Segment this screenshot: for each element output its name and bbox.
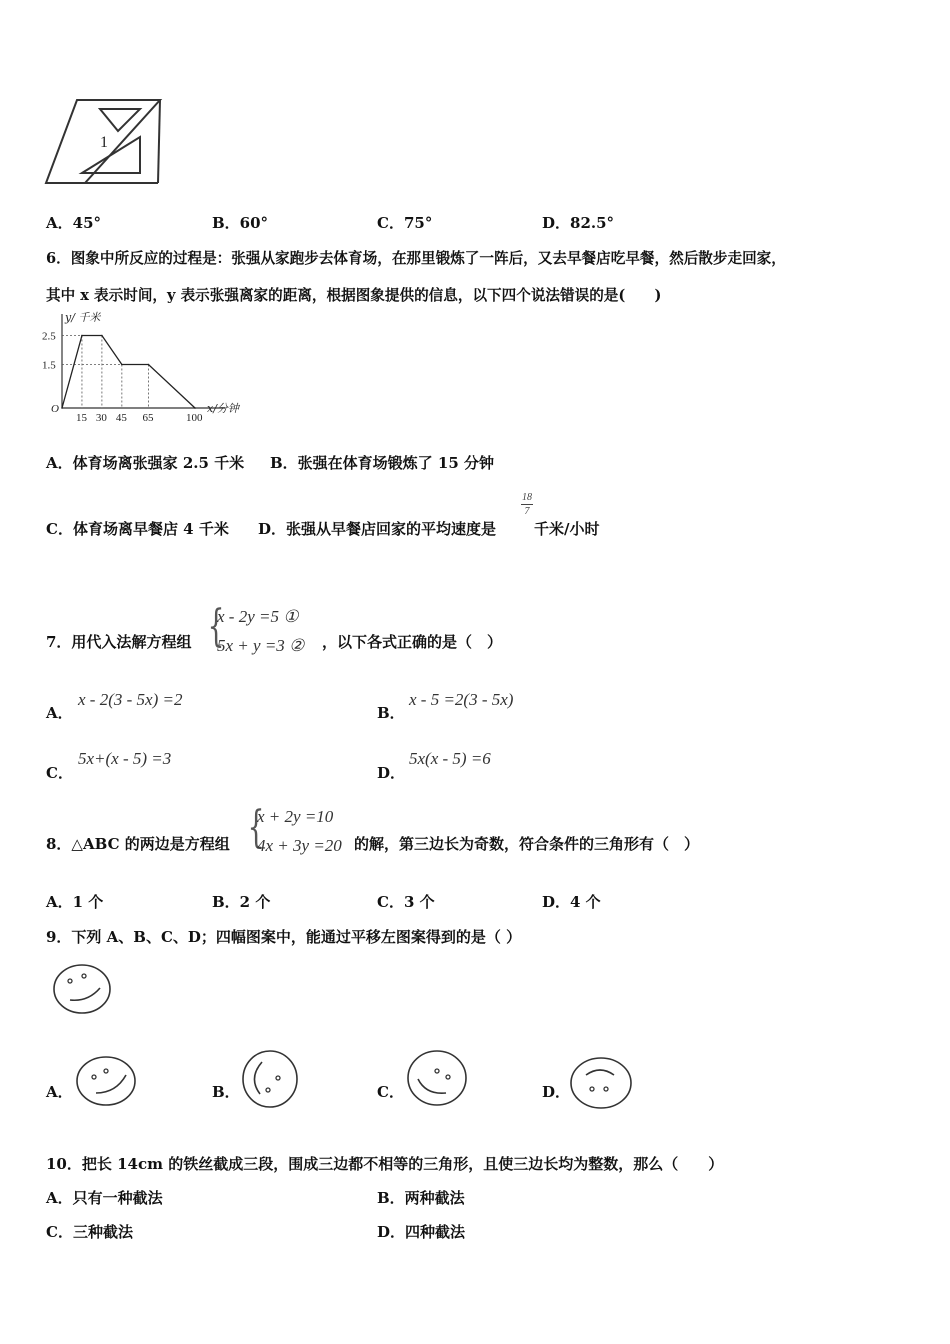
q7-option-c-label[interactable]: C． xyxy=(46,764,73,782)
q8-stem-post: 的解，第三边长为奇数，符合条件的三角形有（ ） xyxy=(354,835,700,853)
q5-option-c[interactable]: C．75° xyxy=(377,214,433,232)
q7-brace: { xyxy=(207,601,225,652)
q6-option-d-pre: D．张强从早餐店回家的平均速度是 xyxy=(258,520,497,538)
q7-option-d-math[interactable]: 5x(x - 5) =6 xyxy=(409,749,491,768)
q5-option-d[interactable]: D．82.5° xyxy=(542,214,615,232)
q9-option-b-smiley[interactable] xyxy=(240,1050,302,1110)
q7-option-b-label[interactable]: B． xyxy=(377,704,405,722)
y-tick-label: 1.5 xyxy=(42,359,56,372)
x-tick-label: 30 xyxy=(95,412,107,424)
q9-option-b-label[interactable]: B． xyxy=(212,1083,240,1101)
q8-brace: { xyxy=(247,802,265,853)
q5-right-edge xyxy=(158,100,160,183)
q9-original-smiley xyxy=(50,962,115,1017)
q8-equation-2: 4x + 3y =20 xyxy=(257,836,342,855)
q9-option-d-smiley[interactable] xyxy=(568,1055,634,1111)
q7-option-d-label[interactable]: D． xyxy=(377,764,406,782)
q6-fraction-numerator: 18 xyxy=(522,492,532,503)
q9-option-a-smiley[interactable] xyxy=(74,1053,139,1108)
q10-option-b[interactable]: B．两种截法 xyxy=(377,1189,465,1207)
q8-option-a[interactable]: A．1 个 xyxy=(46,893,104,911)
q10-option-d[interactable]: D．四种截法 xyxy=(377,1223,466,1241)
origin-label: O xyxy=(51,403,59,415)
data-point xyxy=(101,335,103,337)
q5-option-b[interactable]: B．60° xyxy=(212,214,269,232)
data-point xyxy=(194,407,196,409)
q8-option-c[interactable]: C．3 个 xyxy=(377,893,435,911)
q6-fraction-denominator: 7 xyxy=(524,506,530,517)
q9-stem: 9．下列 A、B、C、D；四幅图案中，能通过平移左图案得到的是（ ） xyxy=(46,928,522,946)
q10-option-c[interactable]: C．三种截法 xyxy=(46,1223,133,1241)
q8-stem-pre: 8．△ABC 的两边是方程组 xyxy=(46,835,230,853)
q7-stem-pre: 7．用代入法解方程组 xyxy=(46,633,192,651)
q6-stem-line2: 其中 x 表示时间，y 表示张强离家的距离，根据图象提供的信息，以下四个说法错误的是( ) xyxy=(46,287,662,304)
q5-triangle-figure xyxy=(40,95,170,190)
data-point xyxy=(121,364,123,366)
q7-option-a-label[interactable]: A． xyxy=(46,704,73,722)
x-tick-label: 100 xyxy=(186,412,203,424)
q7-option-a-math[interactable]: x - 2(3 - 5x) =2 xyxy=(78,690,183,709)
q7-option-c-math[interactable]: 5x+(x - 5) =3 xyxy=(78,749,172,768)
q9-option-c-label[interactable]: C． xyxy=(377,1083,404,1101)
y-tick-label: 2.5 xyxy=(42,330,56,343)
q5-angle-label: 1 xyxy=(100,134,108,151)
q9-option-c-smiley[interactable] xyxy=(404,1049,470,1109)
q5-option-a[interactable]: A．45° xyxy=(46,214,102,232)
q7-stem-post: ，以下各式正确的是（ ） xyxy=(322,633,503,651)
q6-fraction xyxy=(521,492,533,517)
q10-stem: 10．把长 14cm 的铁丝截成三段，围成三边都不相等的三角形，且使三边长均为整数，那么（ ） xyxy=(46,1155,724,1173)
q6-option-c[interactable]: C．体育场离早餐店 4 千米 xyxy=(46,520,229,538)
data-point xyxy=(61,407,63,409)
q9-option-d-label[interactable]: D． xyxy=(542,1083,571,1101)
q6-stem-line1: 6．图象中所反应的过程是：张强从家跑步去体育场，在那里锻炼了一阵后，又去早餐店吃早餐，然后散步走回家， xyxy=(46,250,786,267)
x-tick-label: 15 xyxy=(75,412,87,424)
q6-distance-time-chart xyxy=(40,310,255,422)
data-point xyxy=(81,335,83,337)
data-point xyxy=(148,364,150,366)
x-tick-label: 45 xyxy=(115,412,127,424)
q7-option-b-math[interactable]: x - 5 =2(3 - 5x) xyxy=(409,690,514,709)
q6-option-d[interactable] xyxy=(258,518,496,539)
x-axis-label: x/分钟 xyxy=(207,402,239,415)
x-tick-label: 65 xyxy=(142,412,154,424)
q5-lower-triangle xyxy=(82,137,140,173)
y-axis-label: y/ 千米 xyxy=(65,311,101,324)
q6-option-a[interactable]: A．体育场离张强家 2.5 千米 xyxy=(46,454,245,472)
q7-equation-1: x - 2y =5 ① xyxy=(217,607,299,626)
q6-option-d-unit: 千米/小时 xyxy=(534,520,600,538)
q8-option-b[interactable]: B．2 个 xyxy=(212,893,271,911)
q7-equation-2: 5x + y =3 ② xyxy=(217,636,305,655)
q6-option-b[interactable]: B．张强在体育场锻炼了 15 分钟 xyxy=(270,454,494,472)
q9-option-a-label[interactable]: A． xyxy=(46,1083,73,1101)
q10-option-a[interactable]: A．只有一种截法 xyxy=(46,1189,163,1207)
q6-fraction-bar xyxy=(521,504,533,505)
q8-option-d[interactable]: D．4 个 xyxy=(542,893,601,911)
q8-equation-1: x + 2y =10 xyxy=(257,807,334,826)
